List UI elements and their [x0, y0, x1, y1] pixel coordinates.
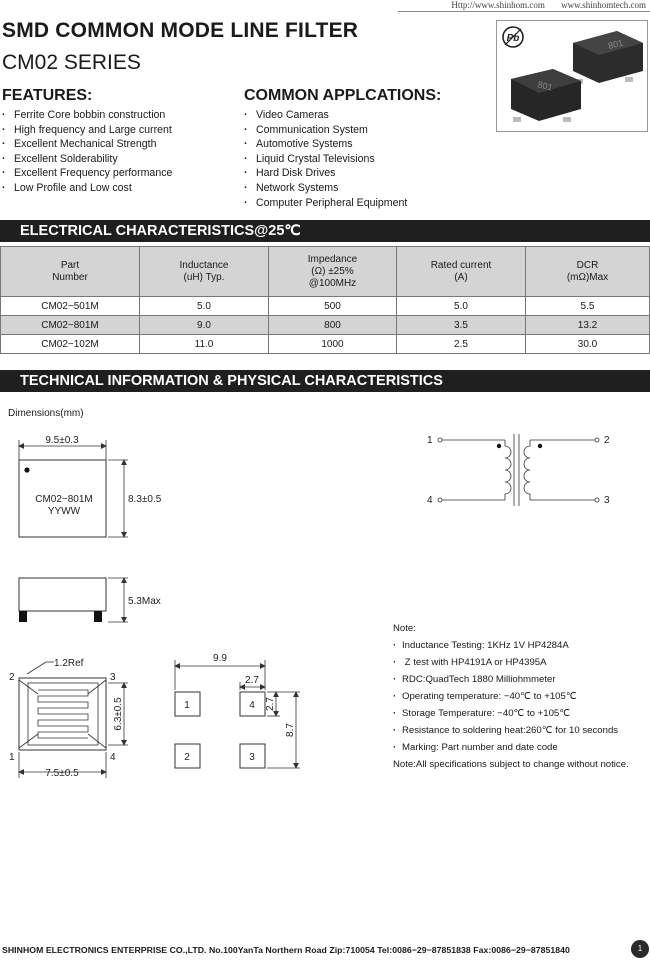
website-url-1: Http://www.shinhom.com	[451, 0, 545, 10]
cell-impedance: 800	[269, 316, 397, 335]
col-header-inductance: Inductance (uH) Typ.	[140, 247, 269, 297]
pad3-label: 3	[249, 752, 255, 763]
cell-impedance: 1000	[269, 335, 397, 354]
bottom-width-dim: 7.5±0.5	[45, 768, 79, 779]
list-item: · Hard Disk Drives	[244, 166, 407, 181]
list-item: · Excellent Mechanical Strength	[2, 137, 172, 152]
pad-total-dim: 9.9	[213, 653, 227, 664]
list-item: · Liquid Crystal Televisions	[244, 152, 407, 167]
pin1-dot-icon	[24, 467, 29, 472]
top-view-drawing	[19, 440, 128, 537]
list-item: · Communication System	[244, 123, 407, 138]
cell-current: 5.0	[397, 297, 526, 316]
list-item: · Ferrite Core bobbin construction	[2, 108, 172, 123]
top-marking-line1: CM02−801M	[35, 494, 93, 505]
schematic-drawing	[438, 434, 599, 506]
series-name: CM02 SERIES	[2, 51, 141, 74]
list-item: · Video Cameras	[244, 108, 407, 123]
note-item: · RDC:QuadTech 1880 Milliohmmeter	[393, 671, 629, 688]
schematic-pin1: 1	[427, 435, 433, 446]
cell-part: CM02−102M	[1, 335, 140, 354]
notes-footer: Note:All specifications subject to change without notice.	[393, 759, 629, 770]
bottom-pin2-label: 2	[9, 672, 15, 683]
list-item: · Low Profile and Low cost	[2, 181, 172, 196]
bottom-ref-dim: 1.2Ref	[54, 658, 84, 669]
polarity-dot-icon	[497, 444, 501, 448]
terminal-left-icon	[19, 611, 27, 622]
cell-current: 3.5	[397, 316, 526, 335]
note-item: · Resistance to soldering heat:260℃ for 10 seconds	[393, 722, 629, 739]
bottom-height-dim: 6.3±0.5	[113, 697, 124, 731]
col-header-impedance: Impedance (Ω) ±25% @100MHz	[269, 247, 397, 297]
note-item: · Inductance Testing: 1KHz 1V HP4284A	[393, 637, 629, 654]
cell-dcr: 5.5	[526, 297, 650, 316]
note-item: · Z test with HP4191A or HP4395A	[393, 654, 629, 671]
company-footer: SHINHOM ELECTRONICS ENTERPRISE CO.,LTD. No.100YanTa Northern Road Zip:710054 Tel:0086−29−87851838 Fax:0086−29−87851840	[2, 945, 570, 955]
side-view-drawing	[19, 578, 128, 622]
schematic-pin2: 2	[604, 435, 610, 446]
list-item: · Network Systems	[244, 181, 407, 196]
chip-marking-back: 801	[607, 37, 625, 51]
terminal-right-icon	[94, 611, 102, 622]
pad-width-dim: 2.7	[245, 675, 259, 686]
page-number: 1	[631, 940, 649, 958]
note-item: · Marking: Part number and date code	[393, 739, 629, 756]
electrical-heading: ELECTRICAL CHARACTERISTICS@25℃	[0, 220, 650, 242]
list-item: · High frequency and Large current	[2, 123, 172, 138]
applications-heading: COMMON APPLCATIONS:	[244, 87, 442, 104]
bottom-pin1-label: 1	[9, 752, 15, 763]
pb-free-label: Pb	[506, 33, 520, 44]
col-header-current: Rated current (A)	[397, 247, 526, 297]
top-width-dim: 9.5±0.3	[45, 435, 79, 446]
technical-heading: TECHNICAL INFORMATION & PHYSICAL CHARACTERISTICS	[0, 370, 650, 392]
chip-marking-front: 801	[536, 79, 554, 93]
cell-current: 2.5	[397, 335, 526, 354]
list-item: · Excellent Solderability	[2, 152, 172, 167]
list-item: · Computer Peripheral Equipment	[244, 196, 407, 211]
bottom-pin3-label: 3	[110, 672, 116, 683]
pad-height-dim: 2.7	[265, 697, 276, 711]
page-title: SMD COMMON MODE LINE FILTER	[2, 19, 359, 42]
schematic-pin3: 3	[604, 495, 610, 506]
notes-title: Note:	[393, 623, 416, 634]
website-url-2: www.shinhomtech.com	[561, 0, 646, 10]
cell-part: CM02−501M	[1, 297, 140, 316]
notes-block	[393, 620, 629, 773]
pad1-label: 1	[184, 700, 190, 711]
pad-layout-drawing	[175, 660, 300, 768]
cell-impedance: 500	[269, 297, 397, 316]
pad-total-height-dim: 8.7	[285, 723, 296, 737]
cell-part: CM02−801M	[1, 316, 140, 335]
pad4-label: 4	[249, 700, 255, 711]
top-height-dim: 8.3±0.5	[128, 494, 162, 505]
features-heading: FEATURES:	[2, 87, 93, 104]
cell-dcr: 30.0	[526, 335, 650, 354]
dimensions-label: Dimensions(mm)	[8, 408, 84, 419]
note-item: · Storage Temperature: −40℃ to +105℃	[393, 705, 629, 722]
schematic-pin4: 4	[427, 495, 433, 506]
polarity-dot-icon	[538, 444, 542, 448]
cell-inductance: 9.0	[140, 316, 269, 335]
top-marking-line2: YYWW	[47, 506, 81, 517]
note-item: · Operating temperature: −40℃ to +105℃	[393, 688, 629, 705]
bottom-pin4-label: 4	[110, 752, 116, 763]
pad2-label: 2	[184, 752, 190, 763]
col-header-part: Part Number	[1, 247, 140, 297]
col-header-dcr: DCR (mΩ)Max	[526, 247, 650, 297]
cell-inductance: 5.0	[140, 297, 269, 316]
list-item: · Excellent Frequency performance	[2, 166, 172, 181]
cell-inductance: 11.0	[140, 335, 269, 354]
list-item: · Automotive Systems	[244, 137, 407, 152]
side-height-dim: 5.3Max	[128, 596, 161, 607]
cell-dcr: 13.2	[526, 316, 650, 335]
